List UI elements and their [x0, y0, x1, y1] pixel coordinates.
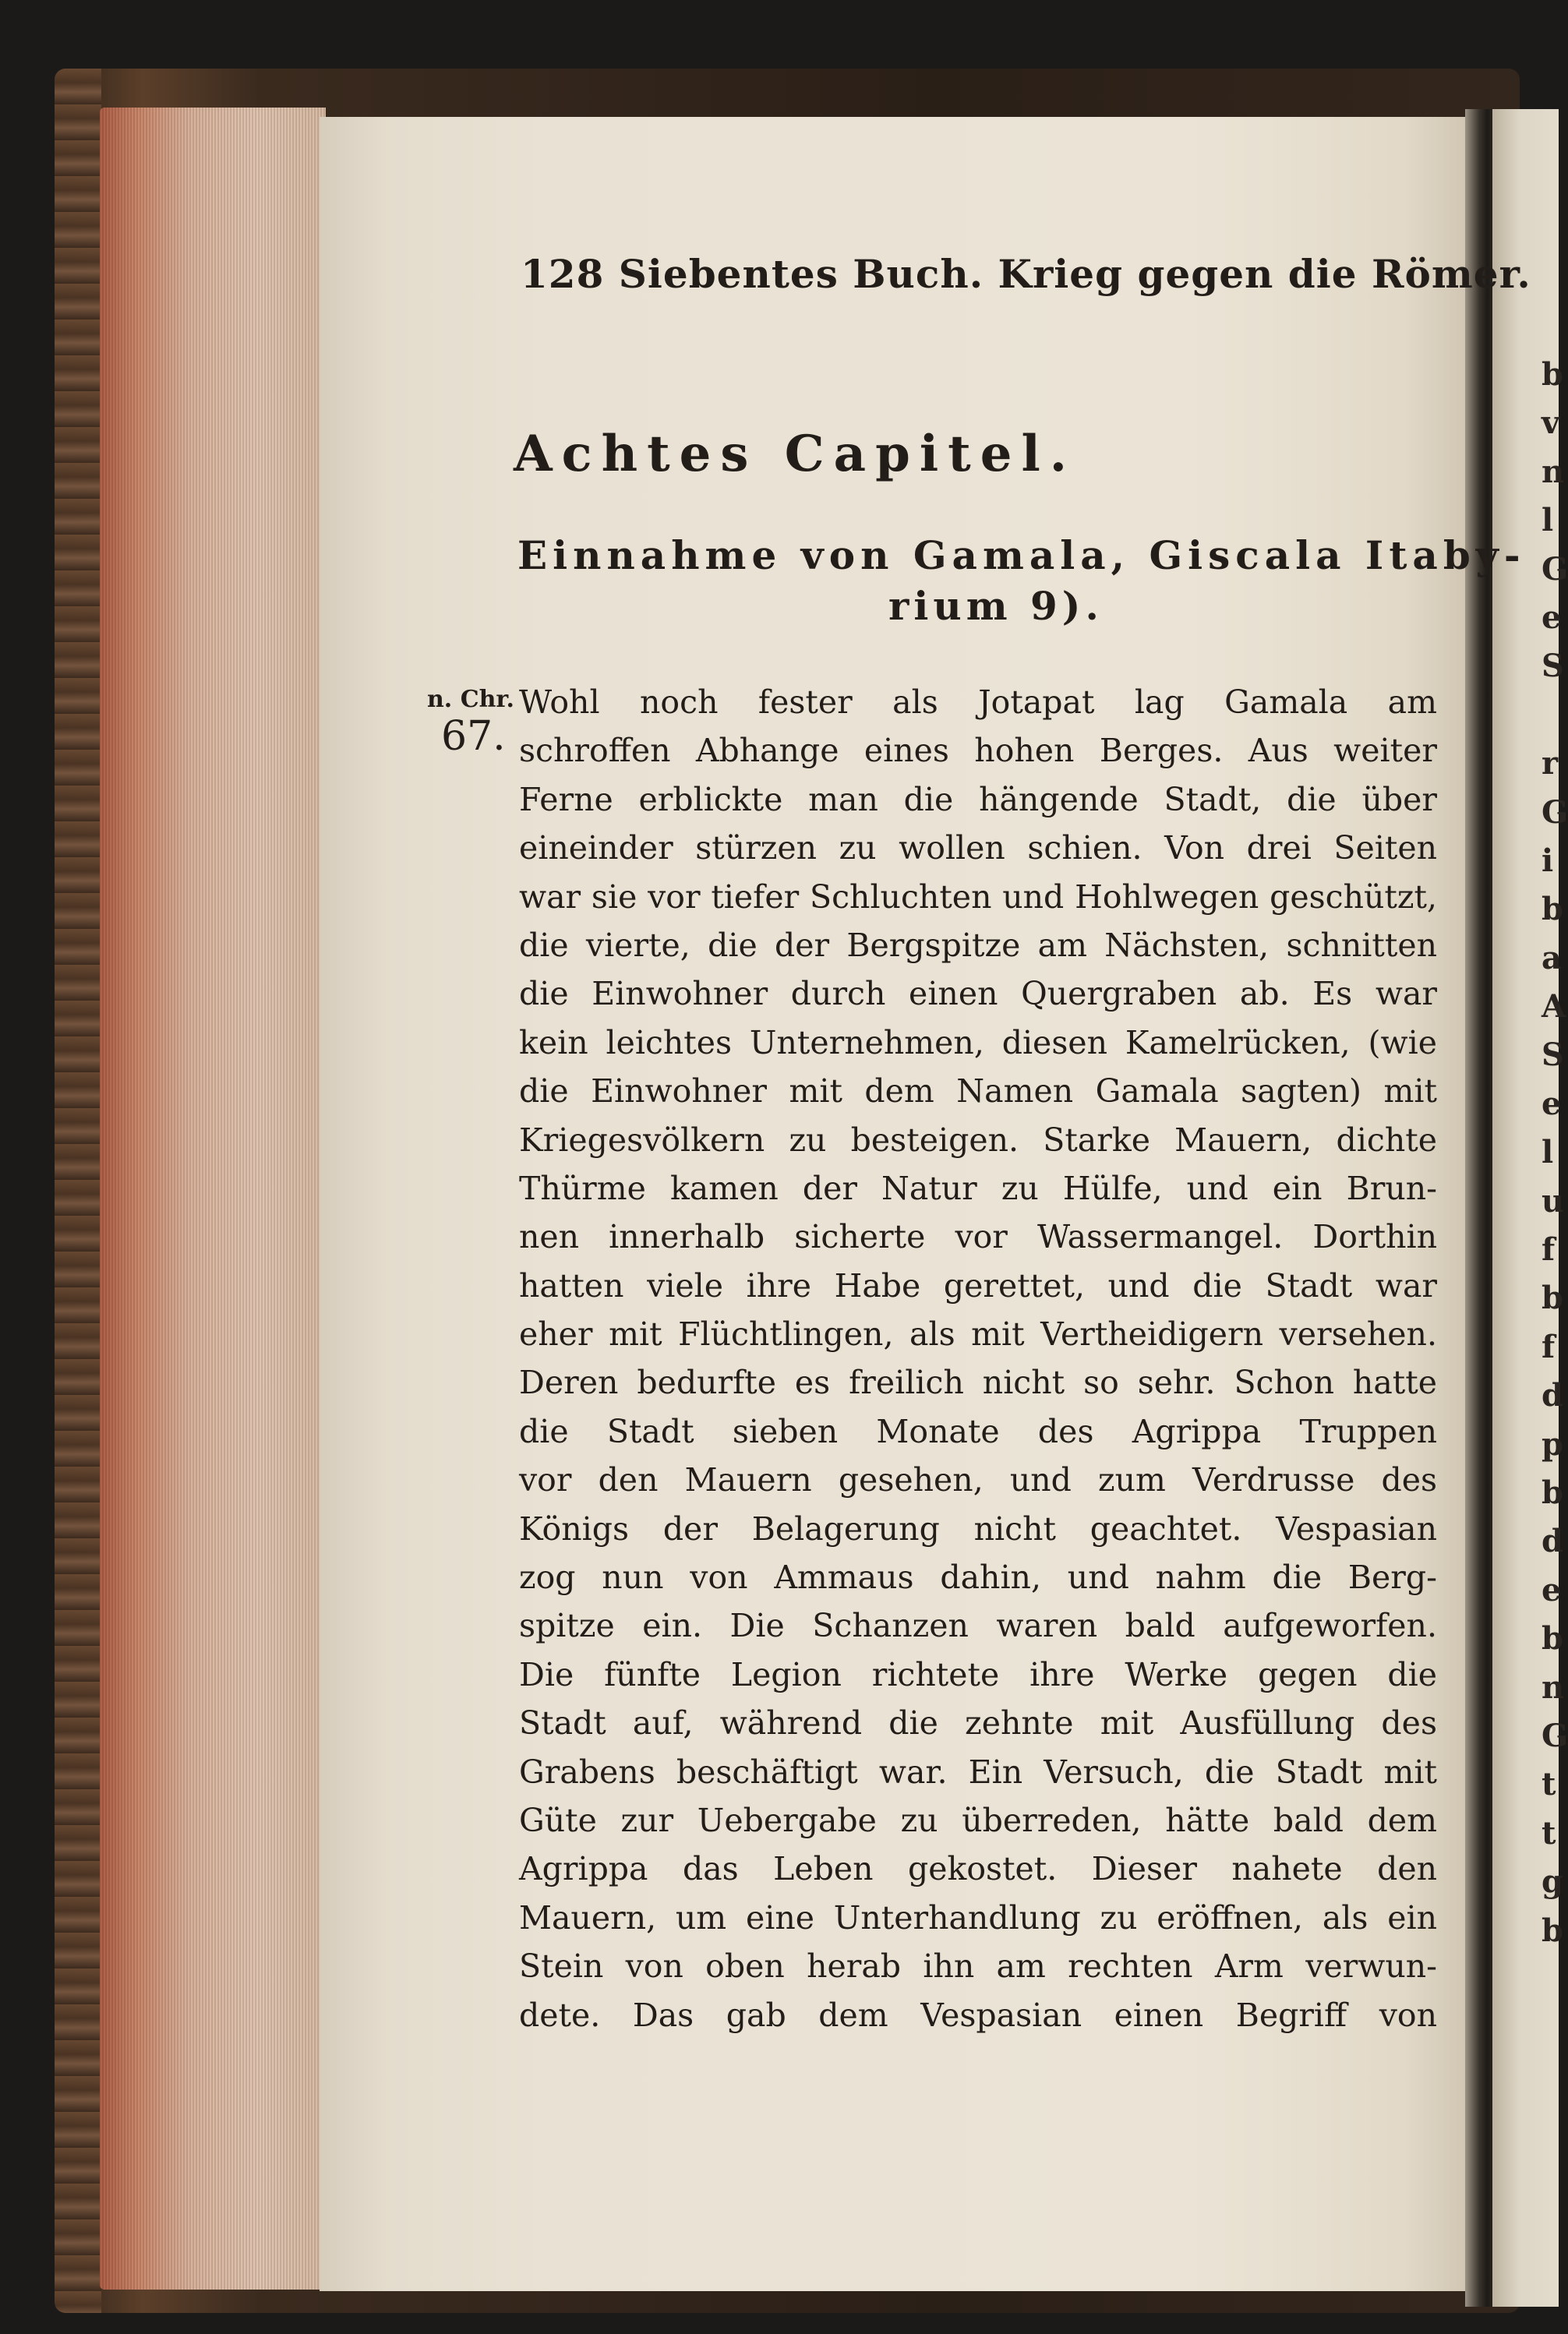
facing-page-fragment: l — [1542, 502, 1554, 539]
facing-page-fragment: r — [1542, 745, 1559, 782]
body-line: spitze ein. Die Schanzen waren bald aufgeworfen. — [519, 1607, 1437, 1645]
body-line: hatten viele ihre Habe gerettet, und die Stadt war — [519, 1266, 1437, 1305]
facing-page-fragment: b — [1542, 1280, 1563, 1317]
body-line: Thürme kamen der Natur zu Hülfe, und ein Brun- — [519, 1169, 1437, 1207]
body-line: war sie vor tiefer Schluchten und Hohlwegen geschützt, — [519, 877, 1437, 916]
facing-page-fragment: e — [1542, 1085, 1562, 1122]
facing-page-fragment: d — [1542, 1377, 1563, 1414]
body-line: Kriegesvölkern zu besteigen. Starke Mauern, dichte — [519, 1121, 1437, 1159]
facing-page-fragment: b — [1542, 1912, 1563, 1949]
facing-page-fragment: b — [1542, 356, 1563, 393]
facing-page-fragment — [1542, 691, 1559, 740]
facing-page-fragment: t — [1542, 1766, 1556, 1803]
body-line: die Stadt sieben Monate des Agrippa Truppen — [519, 1412, 1437, 1450]
facing-page-fragment: p — [1542, 1425, 1563, 1463]
facing-page-fragment: n — [1542, 1668, 1565, 1706]
facing-page-fragment: l — [1542, 1134, 1554, 1171]
body-line: schroffen Abhange eines hohen Berges. Aus weiter — [519, 732, 1437, 770]
facing-page-fragment: f — [1542, 1328, 1556, 1365]
facing-page-fragment: n — [1542, 453, 1565, 490]
facing-page-fragment: v — [1542, 404, 1560, 442]
body-line: die vierte, die der Bergspitze am Nächsten, schnitten — [519, 926, 1437, 964]
body-line: zog nun von Ammaus dahin, und nahm die Berg- — [519, 1559, 1437, 1597]
facing-page-fragment: t — [1542, 1814, 1556, 1852]
facing-page-fragment: b — [1542, 891, 1563, 928]
facing-page-fragment: f — [1542, 1231, 1556, 1269]
body-line: Die fünfte Legion richtete ihre Werke gegen die — [519, 1655, 1437, 1693]
body-text — [519, 678, 1437, 2039]
facing-page-fragment: G — [1542, 793, 1568, 831]
body-line: Wohl noch fester als Jotapat lag Gamala am — [519, 683, 1437, 721]
chapter-title: Achtes Capitel. — [513, 425, 1077, 483]
facing-page-text — [1542, 351, 1568, 1955]
book-spine-edge — [55, 69, 101, 2313]
body-line: Königs der Belagerung nicht geachtet. Vespasian — [519, 1510, 1437, 1548]
body-line: dete. Das gab dem Vespasian einen Begriff von — [519, 1996, 1437, 2034]
body-line: eher mit Flüchtlingen, als mit Vertheidigern versehen. — [519, 1315, 1437, 1354]
body-line: die Einwohner durch einen Quergraben ab. Es war — [519, 975, 1437, 1013]
facing-page-fragment: S — [1542, 1036, 1564, 1074]
facing-page-fragment: g — [1542, 1863, 1563, 1901]
facing-page-fragment: b — [1542, 1474, 1563, 1511]
chapter-subtitle-line-2: rium 9). — [888, 583, 1104, 629]
facing-page-fragment: u — [1542, 1182, 1565, 1220]
body-line: Ferne erblickte man die hängende Stadt, die über — [519, 780, 1437, 818]
chapter-subtitle-line-1: Einnahme von Gamala, Giscala Itaby- — [517, 532, 1526, 578]
body-line: Stein von oben herab ihn am rechten Arm verwun- — [519, 1947, 1437, 1986]
facing-page-fragment: e — [1542, 599, 1562, 636]
body-line: die Einwohner mit dem Namen Gamala sagten) mit — [519, 1072, 1437, 1111]
facing-page-fragment: i — [1542, 842, 1554, 879]
body-line: Agrippa das Leben gekostet. Dieser nahete den — [519, 1850, 1437, 1888]
body-line: vor den Mauern gesehen, und zum Verdrusse des — [519, 1461, 1437, 1499]
body-line: Güte zur Uebergabe zu überreden, hätte bald dem — [519, 1801, 1437, 1839]
facing-page-fragment: G — [1542, 550, 1568, 588]
margin-note-era: n. Chr. — [427, 686, 514, 713]
body-line: Grabens beschäftigt war. Ein Versuch, die Stadt mit — [519, 1753, 1437, 1791]
body-line: eineinder stürzen zu wollen schien. Von drei Seiten — [519, 829, 1437, 867]
margin-note-year: 67. — [441, 713, 506, 760]
body-line: Mauern, um eine Unterhandlung zu eröffnen, als ein — [519, 1898, 1437, 1937]
facing-page-fragment: S — [1542, 648, 1564, 685]
body-line: Stadt auf, während die zehnte mit Ausfüllung des — [519, 1704, 1437, 1743]
facing-page-fragment: a — [1542, 939, 1562, 976]
page-header: 128 Siebentes Buch. Krieg gegen die Römer. — [521, 251, 1531, 297]
body-line: Deren bedurfte es freilich nicht so sehr. Schon hatte — [519, 1364, 1437, 1402]
facing-page-fragment: d — [1542, 1523, 1563, 1560]
facing-page-fragment: e — [1542, 1571, 1562, 1608]
body-line: kein leichtes Unternehmen, diesen Kamelrücken, (wie — [519, 1023, 1437, 1061]
body-line: nen innerhalb sicherte vor Wassermangel. Dorthin — [519, 1218, 1437, 1256]
facing-page-fragment: A — [1542, 988, 1566, 1026]
facing-page-fragment: G — [1542, 1717, 1568, 1754]
facing-page-fragment: b — [1542, 1620, 1563, 1658]
